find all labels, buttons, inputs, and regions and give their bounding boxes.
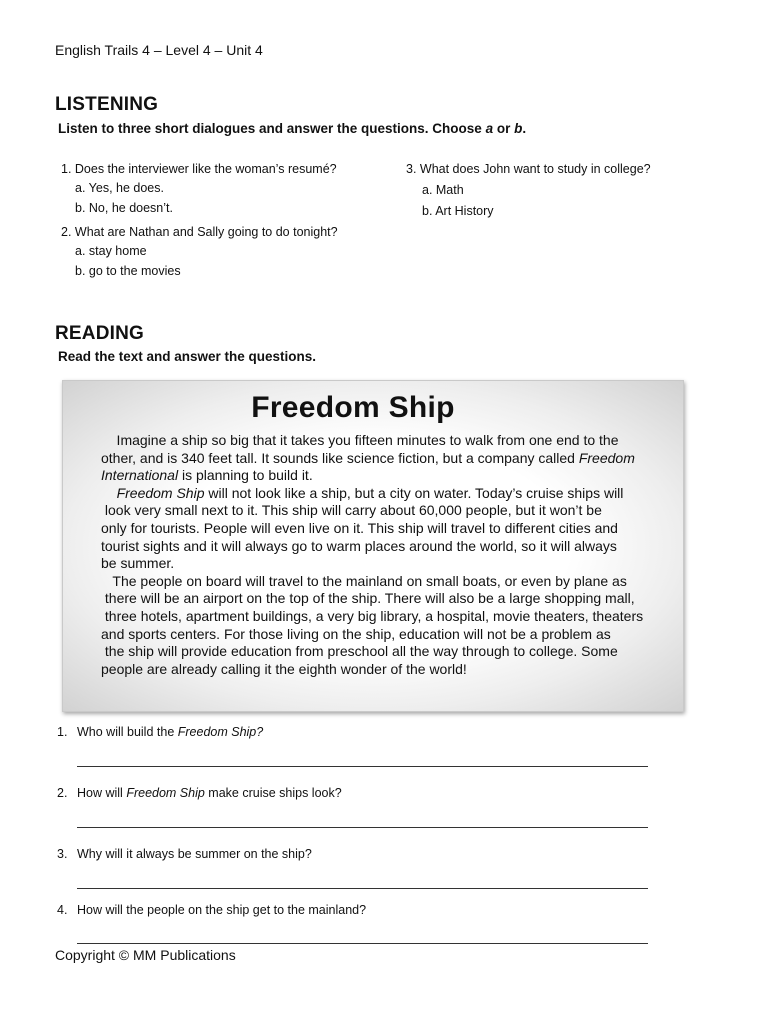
page-header: English Trails 4 – Level 4 – Unit 4	[55, 42, 263, 58]
listening-heading: LISTENING	[55, 94, 159, 115]
reading-q1-text	[77, 725, 263, 739]
article-line	[101, 450, 643, 468]
article-line-text: will not look like a ship, but a city on water. Today’s cruise ships will	[204, 484, 624, 501]
listening-q3-option-b: b. Art History	[422, 204, 494, 218]
article-line: and sports centers. For those living on the ship, education will not be a problem as	[101, 625, 611, 642]
reading-q2-text	[77, 786, 342, 800]
article-line: the ship will provide education from preschool all the way through to college. Some	[101, 643, 618, 660]
q2-italic: Freedom Ship	[126, 786, 205, 800]
reading-q3-text: Why will it always be summer on the ship?	[77, 847, 312, 861]
article-line: people are already calling it the eighth wonder of the world!	[101, 660, 467, 677]
reading-heading: READING	[55, 323, 145, 344]
article-line: be summer.	[101, 555, 175, 572]
article-line: there will be an airport on the top of the ship. There will also be a large shopping mall,	[101, 590, 635, 607]
answer-line-3[interactable]	[77, 888, 648, 889]
article-line: Imagine a ship so big that it takes you fifteen minutes to walk from one end to the	[101, 432, 619, 448]
q1-text: Who will build the	[77, 725, 178, 739]
article-line-italic: Freedom Ship	[116, 484, 205, 501]
article-text	[101, 432, 643, 678]
reading-q3-number: 3.	[57, 847, 68, 861]
answer-line-4[interactable]	[77, 943, 648, 944]
instruction-text: Listen to three short dialogues and answer the questions. Choose	[58, 121, 486, 136]
article-line	[101, 485, 643, 503]
listening-question-3: 3. What does John want to study in college?	[406, 162, 651, 176]
option-a-letter: a	[485, 121, 494, 136]
option-b-letter: b	[514, 121, 523, 136]
article-box	[62, 380, 684, 712]
answer-line-1[interactable]	[77, 766, 648, 767]
copyright-footer: Copyright © MM Publications	[55, 947, 236, 963]
reading-q4-text: How will the people on the ship get to the mainland?	[77, 903, 367, 917]
article-line-italic: International	[101, 467, 179, 484]
reading-q2-number: 2.	[57, 786, 68, 800]
article-line: The people on board will travel to the mainland on small boats, or even by plane as	[101, 572, 627, 589]
listening-instruction	[58, 121, 526, 136]
reading-instruction: Read the text and answer the questions.	[58, 349, 317, 364]
article-line: tourist sights and it will always go to warm places around the world, so it will always	[101, 537, 617, 554]
listening-q1-option-a: a. Yes, he does.	[75, 181, 164, 195]
article-title: Freedom Ship	[251, 391, 455, 424]
listening-q2-option-b: b. go to the movies	[75, 264, 181, 278]
listening-q3-option-a: a. Math	[422, 183, 464, 197]
listening-q2-option-a: a. stay home	[75, 244, 147, 258]
reading-q4-number: 4.	[57, 903, 68, 917]
article-line: three hotels, apartment buildings, a very big library, a hospital, movie theaters, theaters	[101, 607, 644, 624]
article-line-text: is planning to build it.	[178, 467, 313, 484]
article-line-text: other, and is 340 feet tall. It sounds like science fiction, but a company called	[101, 449, 579, 466]
instruction-or: or	[493, 121, 515, 136]
q1-italic: Freedom Ship?	[177, 725, 264, 739]
article-line: look very small next to it. This ship will carry about 60,000 people, but it won’t be	[101, 502, 602, 519]
instruction-end: .	[522, 121, 527, 136]
listening-question-1: 1. Does the interviewer like the woman’s resumé?	[61, 162, 337, 176]
listening-q1-option-b: b. No, he doesn’t.	[75, 201, 173, 215]
article-line	[101, 467, 643, 485]
article-line: only for tourists. People will even live on it. This ship will travel to different cities and	[101, 519, 618, 536]
reading-q1-number: 1.	[57, 725, 68, 739]
listening-question-2: 2. What are Nathan and Sally going to do tonight?	[61, 225, 338, 239]
q2-text: How will	[77, 786, 127, 800]
answer-line-2[interactable]	[77, 827, 648, 828]
article-line-italic: Freedom	[578, 449, 635, 466]
q2-text-end: make cruise ships look?	[204, 786, 342, 800]
